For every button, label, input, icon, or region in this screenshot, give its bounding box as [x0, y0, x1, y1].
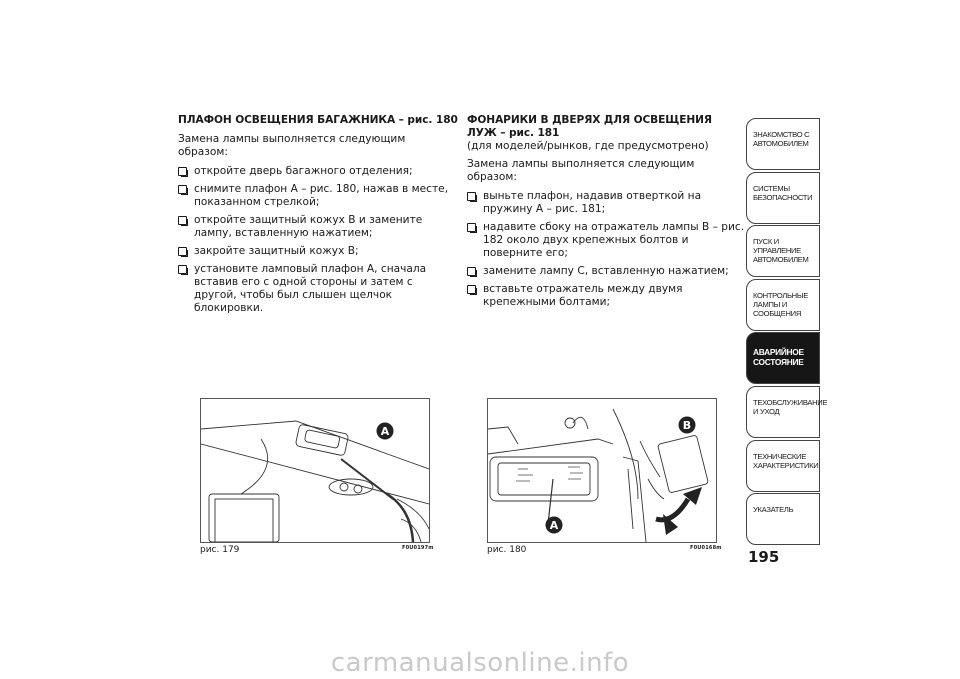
trunk-light-intro: Замена лампы выполняется следующим образом: — [178, 133, 406, 158]
checkbox-bullet-icon — [178, 216, 187, 225]
trunk-light-heading: ПЛАФОН ОСВЕЩЕНИЯ БАГАЖНИКА – рис. 180 — [178, 114, 458, 126]
checkbox-bullet-icon — [178, 167, 187, 176]
figure-code: F0U0168m — [690, 545, 722, 551]
chapter-tabs — [746, 118, 828, 547]
list-item: выньте плафон, надавив отверткой на пружину A – рис. 181; — [467, 190, 745, 216]
figure-caption: рис. 179 — [200, 545, 240, 555]
checkbox-bullet-icon — [178, 265, 187, 274]
trunk-light-steps — [178, 165, 458, 315]
list-item: замените лампу C, вставленную нажатием; — [467, 265, 745, 278]
puddle-light-subheading: (для моделей/рынков, где предусмотрено) — [467, 140, 709, 152]
checkbox-bullet-icon — [467, 267, 476, 276]
list-item: снимите плафон A – рис. 180, нажав в месте, показанном стрелкой; — [178, 183, 458, 209]
checkbox-bullet-icon — [178, 247, 187, 256]
checkbox-bullet-icon — [178, 185, 187, 194]
puddle-light-steps — [467, 190, 745, 309]
checkbox-bullet-icon — [467, 285, 476, 294]
label-a-marker — [545, 516, 563, 534]
label-a-marker — [376, 422, 394, 440]
list-item: установите ламповый плафон A, сначала вставив его с одной стороны и затем с другой, чтобы был слышен щелчок блокировки. — [178, 263, 458, 315]
right-column — [467, 114, 745, 314]
puddle-light-intro: Замена лампы выполняется следующим образом: — [467, 158, 695, 183]
puddle-light-heading: ФОНАРИКИ В ДВЕРЯХ ДЛЯ ОСВЕЩЕНИЯ ЛУЖ – рис. 181 — [467, 114, 712, 139]
trunk-light-illustration — [201, 399, 429, 542]
tab-starting-driving[interactable]: ПУСК И УПРАВЛЕНИЕ АВТОМОБИЛЕМ — [746, 225, 820, 277]
figure-puddle-light — [487, 398, 717, 543]
list-item: закройте защитный кожух B; — [178, 245, 458, 258]
list-item: надавите сбоку на отражатель лампы B – рис. 182 около двух крепежных болтов и поверните его; — [467, 221, 745, 260]
tab-emergency[interactable]: АВАРИЙНОЕ СОСТОЯНИЕ — [746, 332, 820, 384]
figure-code: F0U0197m — [402, 545, 434, 551]
figure-caption: рис. 180 — [487, 545, 527, 555]
tab-warning-lights[interactable]: КОНТРОЛЬНЫЕ ЛАМПЫ И СООБЩЕНИЯ — [746, 279, 820, 331]
figure-trunk-light — [200, 398, 430, 543]
watermark: carmanualsonline.info — [330, 648, 630, 678]
left-column — [178, 114, 458, 320]
svg-text:A: A — [549, 519, 559, 532]
tab-maintenance[interactable]: ТЕХОБСЛУЖИВАНИЕ И УХОД — [746, 386, 820, 438]
label-b-marker — [678, 416, 696, 434]
tab-getting-to-know[interactable]: ЗНАКОМСТВО С АВТОМОБИЛЕМ — [746, 118, 820, 170]
tab-index[interactable]: УКАЗАТЕЛЬ — [746, 493, 820, 545]
list-item: вставьте отражатель между двумя крепежными болтами; — [467, 283, 745, 309]
checkbox-bullet-icon — [467, 223, 476, 232]
checkbox-bullet-icon — [467, 192, 476, 201]
page-number: 195 — [748, 548, 780, 566]
svg-text:B: B — [682, 419, 692, 432]
list-item: откройте дверь багажного отделения; — [178, 165, 458, 178]
tab-safety-systems[interactable]: СИСТЕМЫ БЕЗОПАСНОСТИ — [746, 172, 820, 224]
svg-text:A: A — [380, 425, 390, 438]
tab-technical-specs[interactable]: ТЕХНИЧЕСКИЕ ХАРАКТЕРИСТИКИ — [746, 440, 820, 492]
list-item: откройте защитный кожух B и замените лампу, вставленную нажатием; — [178, 214, 458, 240]
